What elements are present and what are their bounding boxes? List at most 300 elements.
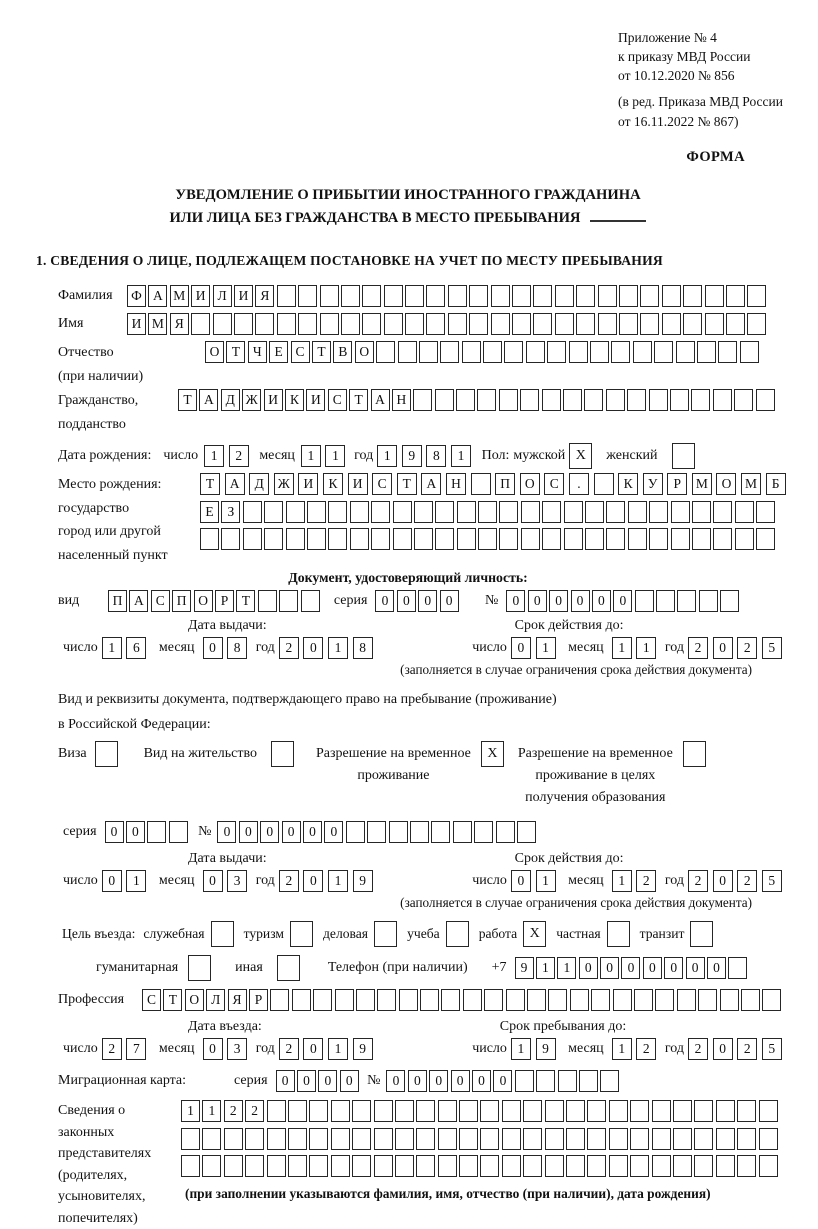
char-box[interactable] (341, 313, 360, 335)
char-box[interactable] (395, 1128, 414, 1150)
char-box[interactable]: С (142, 989, 161, 1011)
char-box[interactable] (536, 1070, 555, 1092)
char-box[interactable] (526, 341, 545, 363)
char-box[interactable]: Т (178, 389, 197, 411)
char-box[interactable] (587, 1155, 606, 1177)
char-box[interactable] (491, 285, 510, 307)
residence-permit-checkbox[interactable] (271, 741, 294, 767)
char-box[interactable] (694, 1100, 713, 1122)
char-box[interactable] (756, 528, 775, 550)
char-box[interactable] (619, 313, 638, 335)
char-box[interactable] (469, 285, 488, 307)
char-box[interactable]: 1 (102, 637, 122, 659)
char-box[interactable] (499, 501, 518, 523)
char-box[interactable]: 1 (328, 1038, 348, 1060)
char-box[interactable]: Я (255, 285, 274, 307)
char-box[interactable]: Р (249, 989, 268, 1011)
char-box[interactable] (459, 1155, 478, 1177)
char-box[interactable] (713, 389, 732, 411)
char-box[interactable] (438, 1155, 457, 1177)
char-box[interactable]: О (185, 989, 204, 1011)
char-box[interactable]: 0 (126, 821, 145, 843)
char-box[interactable]: И (264, 389, 283, 411)
char-box[interactable]: 0 (203, 870, 223, 892)
char-box[interactable]: М (692, 473, 712, 495)
char-box[interactable] (576, 285, 595, 307)
char-box[interactable] (491, 313, 510, 335)
char-box[interactable]: 0 (643, 957, 662, 979)
char-box[interactable] (448, 313, 467, 335)
char-box[interactable] (377, 989, 396, 1011)
char-box[interactable] (699, 590, 718, 612)
char-box[interactable]: 2 (737, 870, 757, 892)
char-box[interactable] (352, 1100, 371, 1122)
char-box[interactable]: 2 (245, 1100, 264, 1122)
char-box[interactable]: Р (215, 590, 234, 612)
char-box[interactable] (288, 1128, 307, 1150)
char-box[interactable]: П (108, 590, 127, 612)
char-box[interactable] (416, 1155, 435, 1177)
char-box[interactable] (585, 501, 604, 523)
char-box[interactable]: И (306, 389, 325, 411)
char-box[interactable] (527, 989, 546, 1011)
char-box[interactable]: 0 (511, 637, 531, 659)
char-box[interactable] (740, 341, 759, 363)
char-box[interactable]: 1 (204, 445, 224, 467)
char-box[interactable]: Л (213, 285, 232, 307)
char-box[interactable]: 0 (493, 1070, 512, 1092)
char-box[interactable]: 2 (229, 445, 249, 467)
char-box[interactable] (683, 285, 702, 307)
char-box[interactable] (350, 528, 369, 550)
char-box[interactable]: С (372, 473, 392, 495)
char-box[interactable]: М (170, 285, 189, 307)
char-box[interactable] (393, 528, 412, 550)
char-box[interactable] (374, 1100, 393, 1122)
char-box[interactable] (713, 528, 732, 550)
char-box[interactable] (499, 389, 518, 411)
char-box[interactable] (367, 821, 386, 843)
char-box[interactable] (331, 1100, 350, 1122)
char-box[interactable] (398, 341, 417, 363)
char-box[interactable] (671, 501, 690, 523)
temporary-residence-checkbox[interactable]: X (481, 741, 504, 767)
char-box[interactable]: 0 (713, 637, 733, 659)
char-box[interactable]: 1 (612, 637, 632, 659)
char-box[interactable] (737, 1100, 756, 1122)
char-box[interactable] (350, 501, 369, 523)
char-box[interactable]: З (221, 501, 240, 523)
char-box[interactable]: 2 (102, 1038, 122, 1060)
char-box[interactable]: 0 (613, 590, 632, 612)
char-box[interactable]: А (225, 473, 245, 495)
purpose-study-checkbox[interactable] (446, 921, 469, 947)
char-box[interactable]: К (323, 473, 343, 495)
char-box[interactable] (533, 285, 552, 307)
char-box[interactable]: 5 (762, 870, 782, 892)
char-box[interactable] (362, 285, 381, 307)
char-box[interactable] (613, 989, 632, 1011)
char-box[interactable]: 0 (203, 637, 223, 659)
char-box[interactable] (587, 1100, 606, 1122)
char-box[interactable]: 2 (224, 1100, 243, 1122)
char-box[interactable]: 9 (536, 1038, 556, 1060)
char-box[interactable] (506, 989, 525, 1011)
char-box[interactable]: 1 (536, 957, 555, 979)
char-box[interactable] (726, 285, 745, 307)
char-box[interactable]: 8 (227, 637, 247, 659)
char-box[interactable] (692, 501, 711, 523)
char-box[interactable] (169, 821, 188, 843)
char-box[interactable]: 1 (126, 870, 146, 892)
char-box[interactable]: Т (312, 341, 331, 363)
char-box[interactable] (579, 1070, 598, 1092)
char-box[interactable]: Е (269, 341, 288, 363)
char-box[interactable]: 1 (377, 445, 397, 467)
char-box[interactable] (594, 473, 614, 495)
char-box[interactable] (587, 1128, 606, 1150)
char-box[interactable] (309, 1128, 328, 1150)
purpose-work-checkbox[interactable]: X (523, 921, 546, 947)
char-box[interactable] (277, 285, 296, 307)
char-box[interactable] (301, 590, 320, 612)
visa-checkbox[interactable] (95, 741, 118, 767)
char-box[interactable] (649, 528, 668, 550)
char-box[interactable]: 0 (592, 590, 611, 612)
char-box[interactable]: Я (170, 313, 189, 335)
char-box[interactable] (762, 989, 781, 1011)
char-box[interactable]: 0 (375, 590, 394, 612)
char-box[interactable] (747, 285, 766, 307)
char-box[interactable] (523, 1100, 542, 1122)
char-box[interactable]: Ч (248, 341, 267, 363)
char-box[interactable] (555, 313, 574, 335)
char-box[interactable]: У (643, 473, 663, 495)
char-box[interactable] (548, 989, 567, 1011)
char-box[interactable]: И (348, 473, 368, 495)
char-box[interactable]: С (544, 473, 564, 495)
char-box[interactable]: М (741, 473, 761, 495)
char-box[interactable] (462, 341, 481, 363)
char-box[interactable] (395, 1155, 414, 1177)
char-box[interactable] (320, 313, 339, 335)
char-box[interactable] (635, 590, 654, 612)
char-box[interactable] (564, 528, 583, 550)
char-box[interactable] (258, 590, 277, 612)
char-box[interactable]: 2 (688, 637, 708, 659)
char-box[interactable] (640, 313, 659, 335)
char-box[interactable] (426, 313, 445, 335)
char-box[interactable] (435, 528, 454, 550)
char-box[interactable]: 1 (328, 637, 348, 659)
char-box[interactable] (267, 1155, 286, 1177)
char-box[interactable]: С (291, 341, 310, 363)
char-box[interactable] (734, 389, 753, 411)
char-box[interactable] (456, 389, 475, 411)
char-box[interactable] (393, 501, 412, 523)
char-box[interactable] (395, 1100, 414, 1122)
char-box[interactable] (356, 989, 375, 1011)
char-box[interactable]: 6 (126, 637, 146, 659)
char-box[interactable] (416, 1128, 435, 1150)
purpose-tourism-checkbox[interactable] (290, 921, 313, 947)
char-box[interactable] (570, 989, 589, 1011)
char-box[interactable]: Н (392, 389, 411, 411)
char-box[interactable]: 0 (511, 870, 531, 892)
char-box[interactable]: 0 (203, 1038, 223, 1060)
char-box[interactable] (221, 528, 240, 550)
char-box[interactable]: Ж (274, 473, 294, 495)
purpose-other-checkbox[interactable] (277, 955, 300, 981)
char-box[interactable] (662, 285, 681, 307)
char-box[interactable] (606, 389, 625, 411)
char-box[interactable]: 0 (429, 1070, 448, 1092)
char-box[interactable]: 1 (612, 870, 632, 892)
char-box[interactable] (298, 285, 317, 307)
char-box[interactable]: О (194, 590, 213, 612)
char-box[interactable] (677, 989, 696, 1011)
char-box[interactable] (655, 989, 674, 1011)
char-box[interactable]: 0 (217, 821, 236, 843)
char-box[interactable] (633, 341, 652, 363)
char-box[interactable] (414, 528, 433, 550)
char-box[interactable] (512, 285, 531, 307)
char-box[interactable]: 2 (737, 1038, 757, 1060)
char-box[interactable] (181, 1155, 200, 1177)
char-box[interactable] (545, 1128, 564, 1150)
char-box[interactable] (502, 1128, 521, 1150)
female-checkbox[interactable] (672, 443, 695, 469)
char-box[interactable] (649, 389, 668, 411)
char-box[interactable] (512, 313, 531, 335)
char-box[interactable] (502, 1155, 521, 1177)
char-box[interactable] (634, 989, 653, 1011)
char-box[interactable] (619, 285, 638, 307)
char-box[interactable]: 0 (303, 1038, 323, 1060)
char-box[interactable]: 0 (686, 957, 705, 979)
char-box[interactable] (628, 501, 647, 523)
char-box[interactable]: И (298, 473, 318, 495)
char-box[interactable]: Р (667, 473, 687, 495)
char-box[interactable] (243, 528, 262, 550)
char-box[interactable] (474, 821, 493, 843)
char-box[interactable] (606, 501, 625, 523)
char-box[interactable] (520, 389, 539, 411)
char-box[interactable] (420, 989, 439, 1011)
char-box[interactable] (759, 1100, 778, 1122)
char-box[interactable] (756, 501, 775, 523)
char-box[interactable] (352, 1155, 371, 1177)
char-box[interactable]: Ф (127, 285, 146, 307)
char-box[interactable] (747, 313, 766, 335)
char-box[interactable]: А (148, 285, 167, 307)
char-box[interactable]: 7 (126, 1038, 146, 1060)
char-box[interactable]: А (129, 590, 148, 612)
char-box[interactable]: 0 (506, 590, 525, 612)
char-box[interactable]: 1 (301, 445, 321, 467)
char-box[interactable]: К (285, 389, 304, 411)
char-box[interactable] (243, 501, 262, 523)
char-box[interactable]: 8 (426, 445, 446, 467)
char-box[interactable] (564, 501, 583, 523)
char-box[interactable] (609, 1155, 628, 1177)
char-box[interactable] (499, 528, 518, 550)
char-box[interactable]: Т (200, 473, 220, 495)
char-box[interactable] (371, 528, 390, 550)
char-box[interactable] (477, 389, 496, 411)
char-box[interactable] (483, 341, 502, 363)
char-box[interactable] (224, 1128, 243, 1150)
char-box[interactable]: А (371, 389, 390, 411)
char-box[interactable]: 0 (664, 957, 683, 979)
char-box[interactable] (697, 341, 716, 363)
char-box[interactable] (609, 1100, 628, 1122)
char-box[interactable] (533, 313, 552, 335)
char-box[interactable] (346, 821, 365, 843)
char-box[interactable]: 2 (279, 870, 299, 892)
char-box[interactable]: С (328, 389, 347, 411)
char-box[interactable] (191, 313, 210, 335)
char-box[interactable] (630, 1155, 649, 1177)
char-box[interactable] (320, 285, 339, 307)
char-box[interactable] (245, 1128, 264, 1150)
char-box[interactable]: 1 (202, 1100, 221, 1122)
char-box[interactable] (628, 528, 647, 550)
char-box[interactable] (649, 501, 668, 523)
char-box[interactable]: 0 (579, 957, 598, 979)
char-box[interactable]: 1 (536, 637, 556, 659)
male-checkbox[interactable]: X (569, 443, 592, 469)
char-box[interactable]: 1 (612, 1038, 632, 1060)
char-box[interactable] (384, 285, 403, 307)
char-box[interactable]: 0 (297, 1070, 316, 1092)
char-box[interactable]: 0 (418, 590, 437, 612)
char-box[interactable] (662, 313, 681, 335)
char-box[interactable] (756, 389, 775, 411)
char-box[interactable] (374, 1128, 393, 1150)
char-box[interactable]: 0 (528, 590, 547, 612)
char-box[interactable]: 2 (636, 1038, 656, 1060)
char-box[interactable] (496, 821, 515, 843)
char-box[interactable]: 2 (279, 637, 299, 659)
char-box[interactable] (480, 1155, 499, 1177)
char-box[interactable] (431, 821, 450, 843)
char-box[interactable] (671, 528, 690, 550)
char-box[interactable]: 0 (621, 957, 640, 979)
char-box[interactable] (576, 313, 595, 335)
char-box[interactable] (673, 1100, 692, 1122)
education-residence-checkbox[interactable] (683, 741, 706, 767)
char-box[interactable]: Н (446, 473, 466, 495)
char-box[interactable] (694, 1128, 713, 1150)
char-box[interactable]: 3 (227, 870, 247, 892)
char-box[interactable] (438, 1100, 457, 1122)
char-box[interactable] (448, 285, 467, 307)
char-box[interactable]: 0 (318, 1070, 337, 1092)
char-box[interactable]: С (151, 590, 170, 612)
char-box[interactable] (441, 989, 460, 1011)
char-box[interactable] (484, 989, 503, 1011)
char-box[interactable] (591, 989, 610, 1011)
purpose-private-checkbox[interactable] (607, 921, 630, 947)
char-box[interactable] (523, 1128, 542, 1150)
char-box[interactable] (590, 341, 609, 363)
char-box[interactable]: 0 (713, 1038, 733, 1060)
char-box[interactable] (457, 528, 476, 550)
char-box[interactable] (309, 1100, 328, 1122)
char-box[interactable]: О (520, 473, 540, 495)
char-box[interactable] (463, 989, 482, 1011)
char-box[interactable] (600, 1070, 619, 1092)
char-box[interactable] (286, 528, 305, 550)
char-box[interactable] (286, 501, 305, 523)
char-box[interactable]: Я (228, 989, 247, 1011)
char-box[interactable] (566, 1155, 585, 1177)
char-box[interactable] (545, 1155, 564, 1177)
char-box[interactable] (453, 821, 472, 843)
char-box[interactable]: 1 (536, 870, 556, 892)
char-box[interactable]: О (205, 341, 224, 363)
char-box[interactable]: 0 (472, 1070, 491, 1092)
char-box[interactable] (718, 341, 737, 363)
char-box[interactable]: И (127, 313, 146, 335)
char-box[interactable]: 0 (303, 637, 323, 659)
char-box[interactable] (267, 1128, 286, 1150)
char-box[interactable] (279, 590, 298, 612)
char-box[interactable]: П (495, 473, 515, 495)
char-box[interactable]: И (191, 285, 210, 307)
char-box[interactable]: 1 (328, 870, 348, 892)
char-box[interactable] (673, 1128, 692, 1150)
char-box[interactable] (200, 528, 219, 550)
char-box[interactable] (307, 528, 326, 550)
char-box[interactable] (713, 501, 732, 523)
char-box[interactable] (677, 590, 696, 612)
char-box[interactable]: 0 (397, 590, 416, 612)
char-box[interactable]: Л (206, 989, 225, 1011)
char-box[interactable] (652, 1155, 671, 1177)
char-box[interactable]: . (569, 473, 589, 495)
char-box[interactable] (331, 1155, 350, 1177)
char-box[interactable]: 0 (549, 590, 568, 612)
char-box[interactable]: 0 (386, 1070, 405, 1092)
char-box[interactable] (630, 1100, 649, 1122)
char-box[interactable] (547, 341, 566, 363)
char-box[interactable]: 0 (713, 870, 733, 892)
char-box[interactable]: Т (349, 389, 368, 411)
char-box[interactable] (515, 1070, 534, 1092)
char-box[interactable] (419, 341, 438, 363)
char-box[interactable] (440, 341, 459, 363)
char-box[interactable]: 2 (737, 637, 757, 659)
char-box[interactable]: Б (766, 473, 786, 495)
char-box[interactable]: 1 (511, 1038, 531, 1060)
char-box[interactable] (399, 989, 418, 1011)
char-box[interactable] (735, 528, 754, 550)
char-box[interactable] (759, 1155, 778, 1177)
char-box[interactable] (566, 1100, 585, 1122)
char-box[interactable] (720, 989, 739, 1011)
char-box[interactable] (585, 528, 604, 550)
char-box[interactable]: Т (397, 473, 417, 495)
char-box[interactable] (558, 1070, 577, 1092)
char-box[interactable] (705, 313, 724, 335)
char-box[interactable] (502, 1100, 521, 1122)
char-box[interactable]: 9 (353, 1038, 373, 1060)
char-box[interactable] (692, 528, 711, 550)
char-box[interactable] (270, 989, 289, 1011)
char-box[interactable] (694, 1155, 713, 1177)
